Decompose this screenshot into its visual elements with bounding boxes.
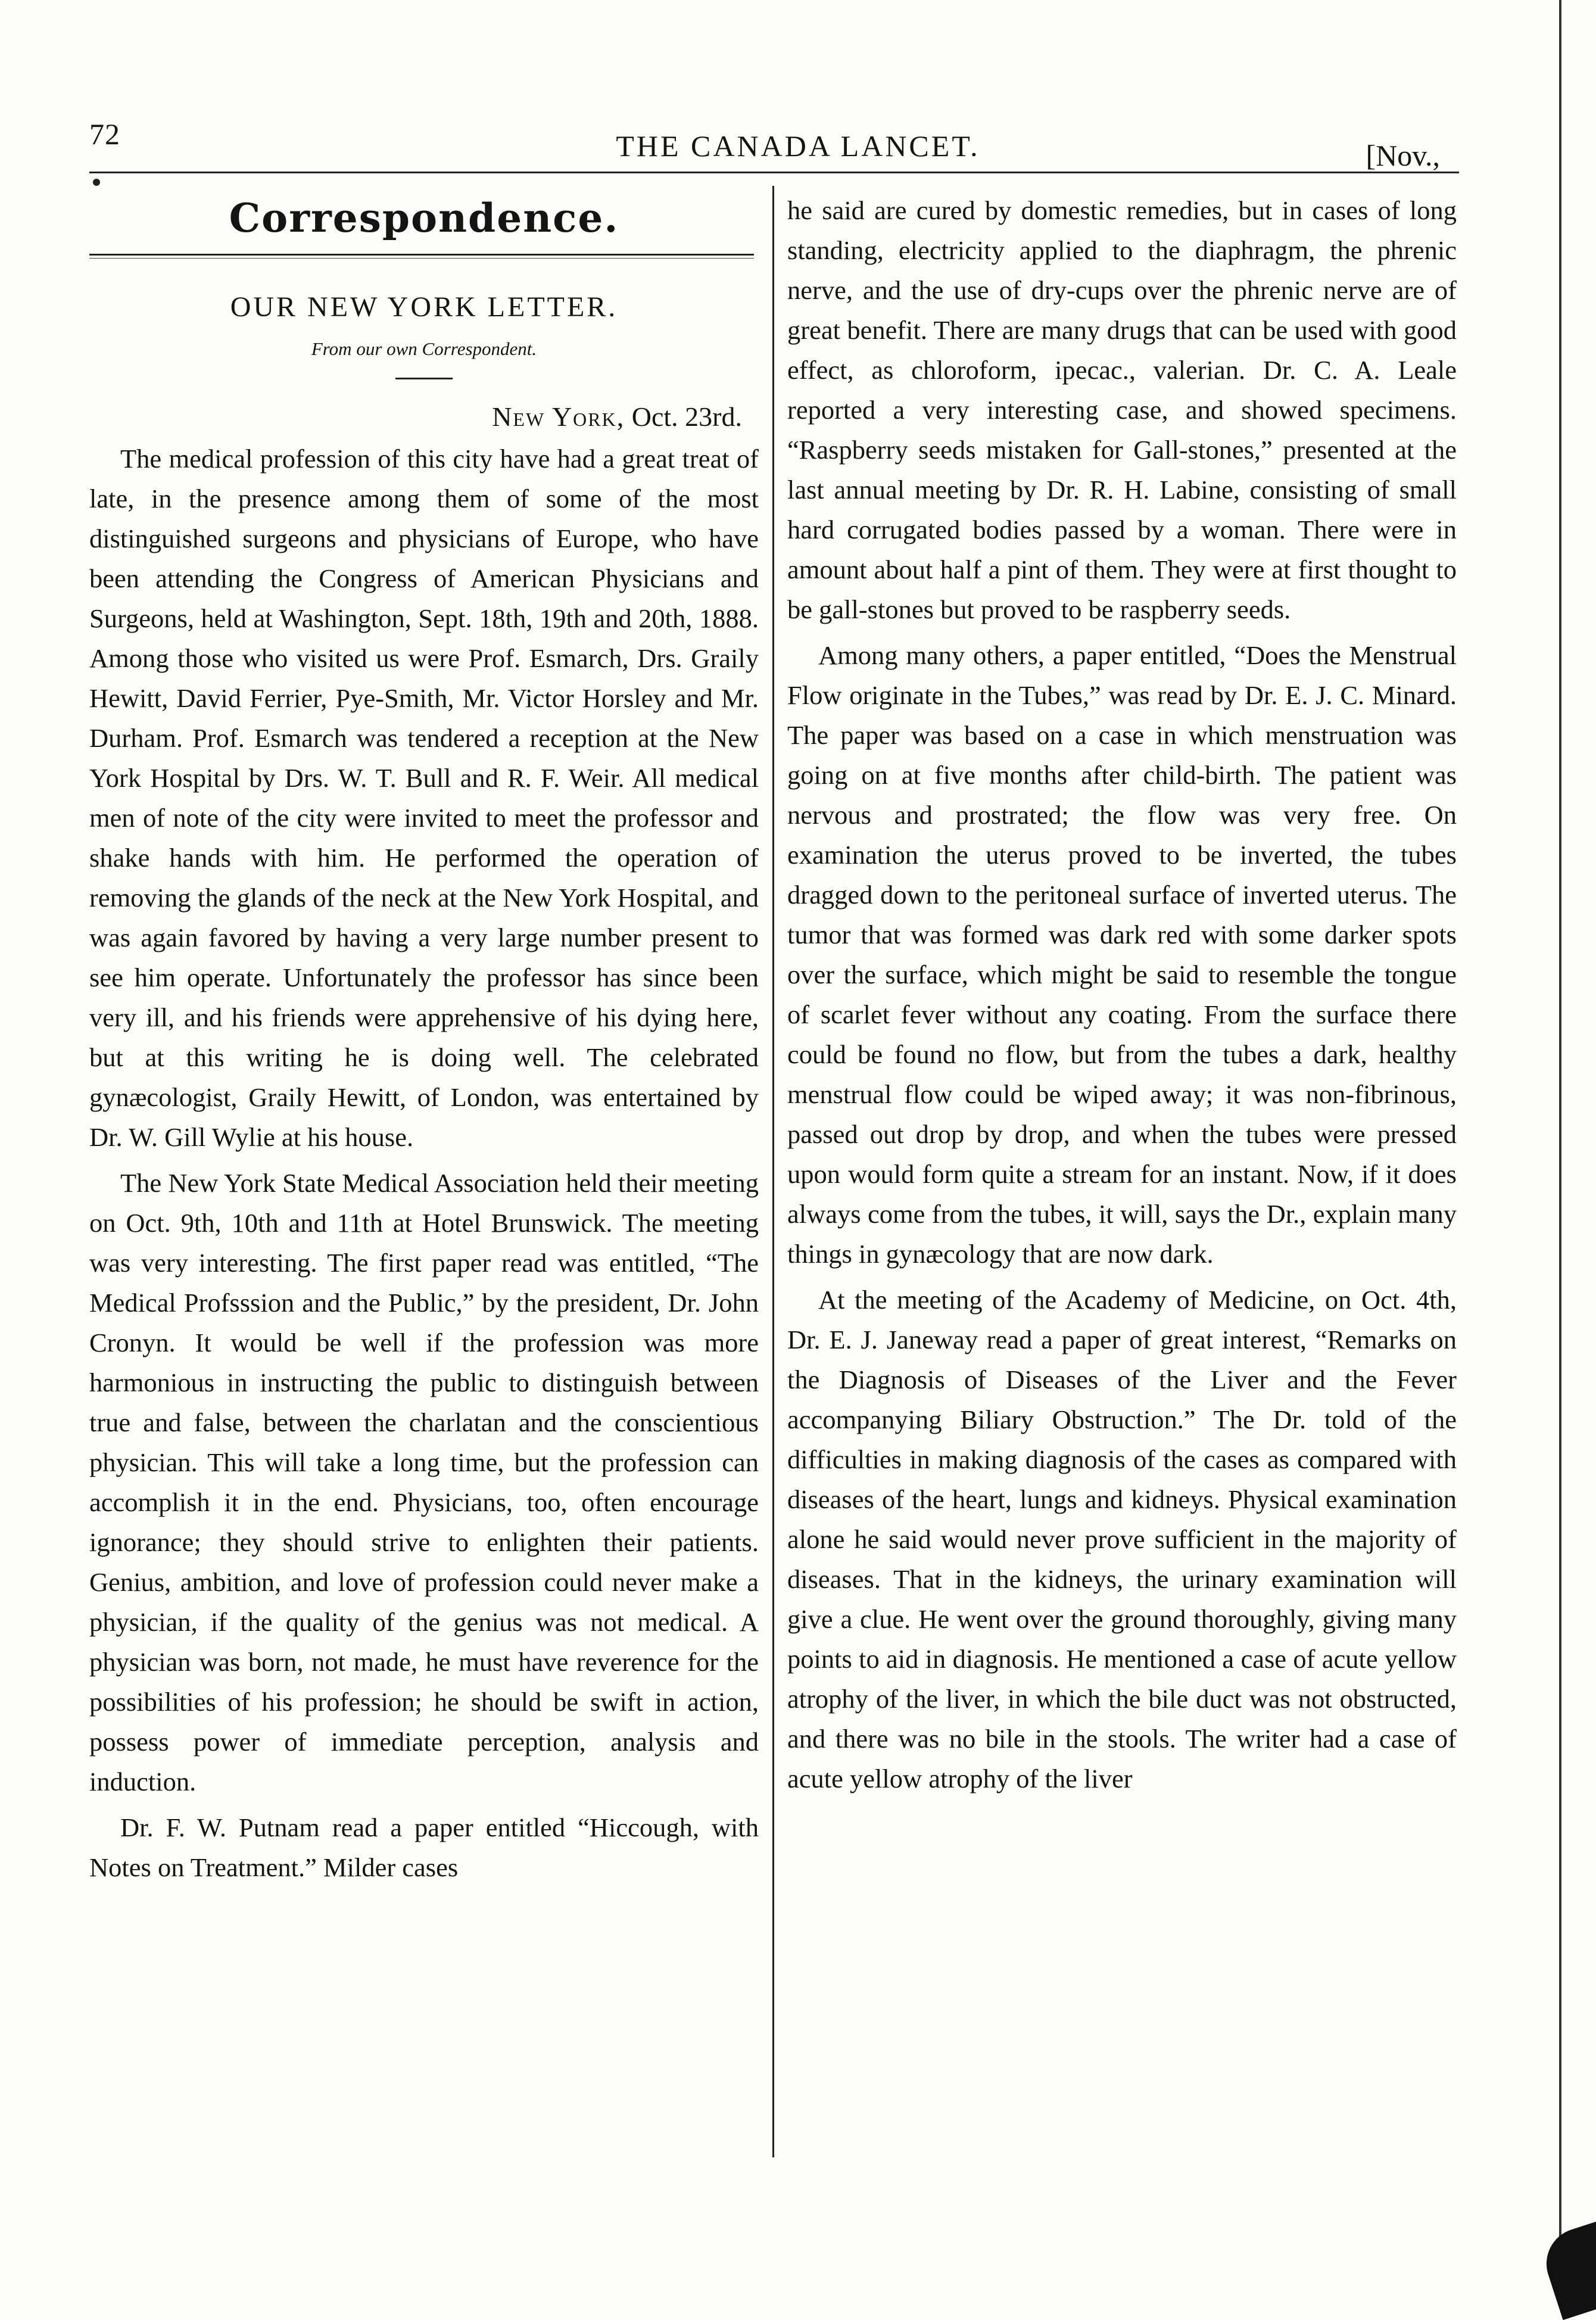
- dateline-date: Oct. 23rd.: [631, 401, 742, 432]
- running-title: THE CANADA LANCET.: [616, 129, 980, 163]
- byline: From our own Correspondent.: [311, 338, 537, 359]
- byline-rule: [395, 378, 453, 379]
- page-edge-line: [1559, 0, 1561, 2287]
- left-column: [89, 191, 759, 1894]
- paragraph: The New York State Medical Association held their meeting on Oct. 9th, 10th and 11th at Hotel Brunswick. The meeting was very interesting. The first paper read was entitled, “The Medical Profsssion and the Public,” by the president, Dr. John Cronyn. It would be well if the profession was more harmonious in instructing the public to distinguish between true and false, between the charlatan and the conscientious physician. This will take a long time, but the profession can accomplish it in the end. Physicians, too, often encourage ignorance; they should strive to enlighten their patients. Genius, ambition, and love of profession could never make a physician, if the quality of the genius was not medical. A physician was born, not made, he must have reverence for the possibilities of his profession; he should be swift in action, possess power of immediate perception, analysis and induction.: [89, 1168, 759, 1796]
- edge-ink-blot: [1537, 2219, 1596, 2320]
- issue-month: [Nov.,: [1366, 139, 1440, 172]
- dateline: [89, 397, 742, 437]
- department-heading: Correspondence.: [229, 195, 619, 241]
- page-number: 72: [89, 117, 120, 151]
- margin-dot: [93, 179, 100, 186]
- paragraph: Among many others, a paper entitled, “Does the Menstrual Flow originate in the Tubes,” was read by Dr. E. J. C. Minard. The paper was based on a case in which menstruation was going on at five months after child-birth. The patient was nervous and prostrated; the flow was very free. On examination the uterus proved to be inverted, the tubes dragged down to the peritoneal surface of inverted uterus. The tumor that was formed was dark red with some darker spots over the surface, which might be said to resemble the tongue of scarlet fever without any coating. From the surface there could be found no flow, but from the tubes a dark, healthy menstrual flow could be wiped away; it was non-fibrinous, passed out drop by drop, and when the tubes were pressed upon would form quite a stream for an instant. Now, if it does always come from the tubes, it will, says the Dr., explain many things in gynæcology that are now dark.: [787, 640, 1457, 1269]
- paragraph: he said are cured by domestic remedies, but in cases of long standing, electricity applied to the diaphragm, the phrenic nerve, and the use of dry-cups over the phrenic nerve are of great benefit. There are many drugs that can be used with good effect, as chloroform, ipecac., valerian. Dr. C. A. Leale reported a very interesting case, and showed specimens. “Raspberry seeds mistaken for Gall-stones,” presented at the last annual meeting by Dr. R. H. Labine, consisting of small hard corrugated bodies passed by a woman. There were in amount about half a pint of them. They were at first thought to be gall-stones but proved to be raspberry seeds.: [787, 195, 1457, 624]
- paragraph: Dr. F. W. Putnam read a paper entitled “Hiccough, with Notes on Treatment.” Milder cases: [89, 1813, 759, 1882]
- header-rule: [89, 172, 1459, 173]
- paragraph: At the meeting of the Academy of Medicine, on Oct. 4th, Dr. E. J. Janeway read a paper of great interest, “Remarks on the Diagnosis of Diseases of the Liver and the Fever accompanying Biliary Obstruction.” The Dr. told of the difficulties in making diagnosis of the cases as compared with diseases of the heart, lungs and kidneys. Physical examination alone he said would never prove sufficient in the majority of diseases. That in the kidneys, the urinary examination will give a clue. He went over the ground thoroughly, giving many points to aid in diagnosis. He mentioned a case of acute yellow atrophy of the liver, in which the bile duct was not obstructed, and there was no bile in the stools. The writer had a case of acute yellow atrophy of the liver: [787, 1285, 1457, 1793]
- dateline-city: New York,: [492, 401, 625, 432]
- paragraph: The medical profession of this city have had a great treat of late, in the presence among them of some of the most distinguished surgeons and physicians of Europe, who have been attending the Congress of American Physicians and Surgeons, held at Washington, Sept. 18th, 19th and 20th, 1888. Among those who visited us were Prof. Esmarch, Drs. Graily Hewitt, David Ferrier, Pye-Smith, Mr. Victor Horsley and Mr. Durham. Prof. Esmarch was tendered a reception at the New York Hospital by Drs. W. T. Bull and R. F. Weir. All medical men of note of the city were invited to meet the professor and shake hands with him. He performed the operation of removing the glands of the neck at the New York Hospital, and was again favored by having a very large number present to see him operate. Unfortunately the professor has since been very ill, and his friends were apprehensive of his dying here, but at this writing he is doing well. The celebrated gynæcologist, Graily Hewitt, of London, was entertained by Dr. W. Gill Wylie at his house.: [89, 444, 759, 1152]
- column-divider: [772, 186, 774, 2157]
- heading-rule: [89, 254, 754, 259]
- right-column: [787, 191, 1457, 1805]
- article-title: OUR NEW YORK LETTER.: [230, 291, 618, 323]
